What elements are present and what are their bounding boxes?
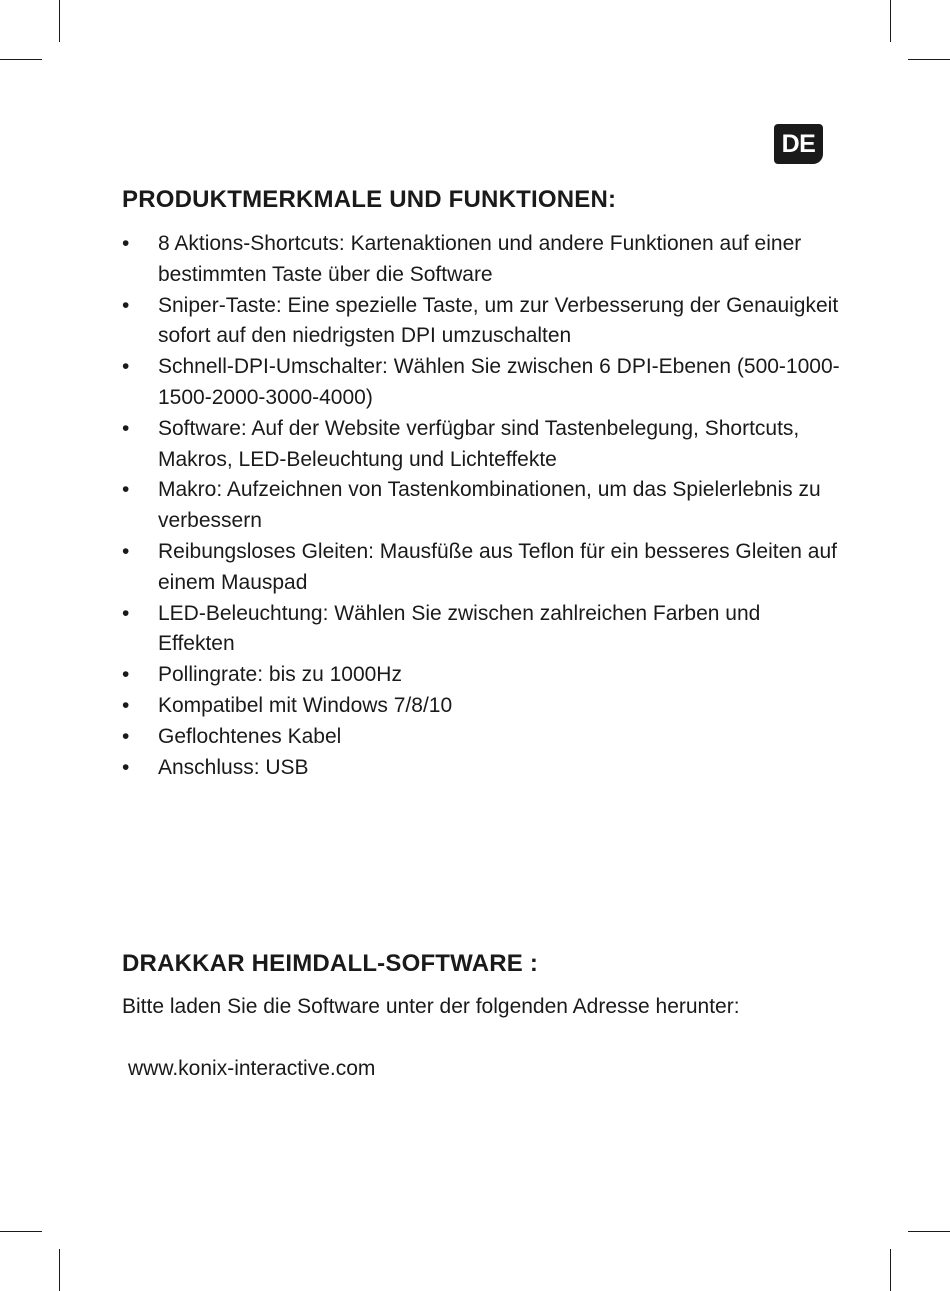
list-item bbox=[122, 537, 842, 599]
list-item-text: Makro: Aufzeichnen von Tastenkombinationen, um das Spielerlebnis zu verbessern bbox=[158, 478, 821, 533]
software-instructions: Bitte laden Sie die Software unter der folgenden Adresse herunter: bbox=[122, 995, 740, 1018]
language-badge: DE bbox=[774, 124, 823, 164]
list-item bbox=[122, 753, 842, 784]
crop-mark-top-left-horizontal bbox=[0, 59, 42, 60]
list-item-text: Geflochtenes Kabel bbox=[158, 724, 342, 748]
list-item bbox=[122, 475, 842, 537]
bullet: • bbox=[122, 416, 130, 440]
list-item-text: Anschluss: USB bbox=[158, 755, 309, 779]
list-item bbox=[122, 414, 842, 476]
bullet: • bbox=[122, 478, 130, 502]
features-list bbox=[122, 229, 842, 783]
software-url: www.konix-interactive.com bbox=[128, 1057, 376, 1080]
bullet: • bbox=[122, 355, 130, 379]
crop-mark-top-right-horizontal bbox=[908, 59, 950, 60]
list-item bbox=[122, 722, 842, 753]
list-item bbox=[122, 599, 842, 661]
list-item-text: Kompatibel mit Windows 7/8/10 bbox=[158, 693, 453, 717]
list-item-text: 8 Aktions-Shortcuts: Kartenaktionen und andere Funktionen auf einer bestimmten Taste über die Software bbox=[158, 232, 802, 286]
list-item-text: Pollingrate: bis zu 1000Hz bbox=[158, 663, 402, 687]
bullet: • bbox=[122, 663, 130, 687]
list-item bbox=[122, 660, 842, 691]
bullet: • bbox=[122, 539, 130, 563]
bullet: • bbox=[122, 693, 130, 717]
bullet: • bbox=[122, 724, 130, 748]
crop-mark-bottom-right-horizontal bbox=[908, 1231, 950, 1232]
crop-mark-top-left-vertical bbox=[59, 0, 60, 42]
list-item-text: Software: Auf der Website verfügbar sind Tastenbelegung, Shortcuts, Makros, LED-Beleuchtung und Lichteffekte bbox=[158, 416, 800, 471]
bullet: • bbox=[122, 601, 130, 625]
features-heading: PRODUKTMERKMALE UND FUNKTIONEN: bbox=[122, 186, 617, 213]
crop-mark-bottom-left-horizontal bbox=[0, 1231, 42, 1232]
list-item bbox=[122, 229, 842, 291]
bullet: • bbox=[122, 755, 130, 779]
software-heading: DRAKKAR HEIMDALL-SOFTWARE : bbox=[122, 950, 539, 977]
bullet: • bbox=[122, 232, 130, 255]
list-item-text: LED-Beleuchtung: Wählen Sie zwischen zahlreichen Farben und Effekten bbox=[158, 601, 761, 656]
crop-mark-top-right-vertical bbox=[890, 0, 891, 42]
list-item-text: Schnell-DPI-Umschalter: Wählen Sie zwischen 6 DPI-Ebenen (500-1000-1500-2000-3000-4000) bbox=[158, 355, 840, 409]
list-item-text: Sniper-Taste: Eine spezielle Taste, um zur Verbesserung der Genauigkeit sofort auf den niedrigsten DPI umzuschalten bbox=[158, 293, 839, 348]
list-item bbox=[122, 691, 842, 722]
list-item-text: Reibungsloses Gleiten: Mausfüße aus Teflon für ein besseres Gleiten auf einem Mauspad bbox=[158, 539, 837, 594]
bullet: • bbox=[122, 293, 130, 317]
crop-mark-bottom-left-vertical bbox=[59, 1249, 60, 1291]
list-item bbox=[122, 352, 842, 414]
crop-mark-bottom-right-vertical bbox=[890, 1249, 891, 1291]
list-item bbox=[122, 291, 842, 353]
